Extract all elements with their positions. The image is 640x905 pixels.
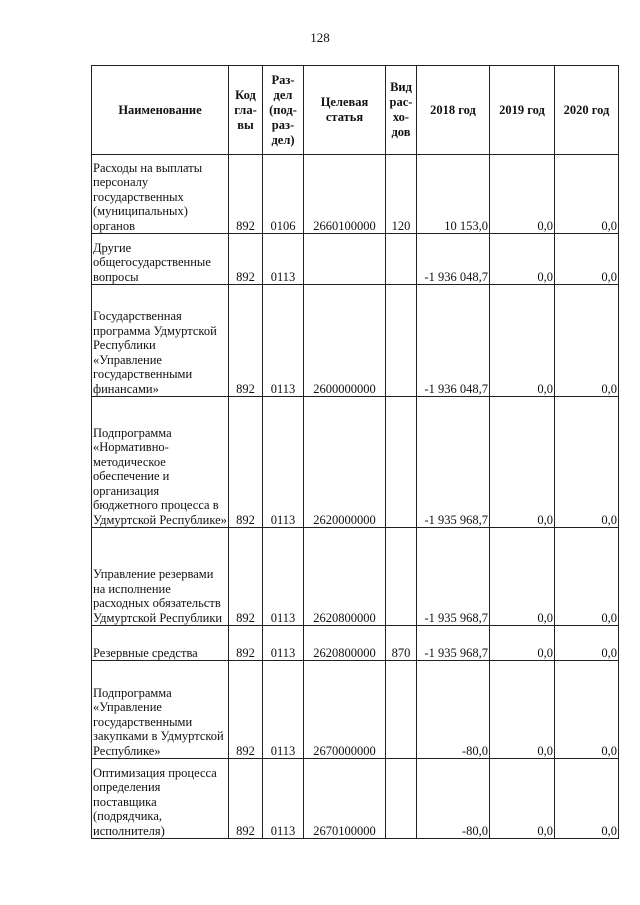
row-2018: -1 935 968,7 bbox=[417, 626, 490, 661]
row-2018: -80,0 bbox=[417, 759, 490, 839]
row-2018: -1 935 968,7 bbox=[417, 397, 490, 528]
row-name: Государственная программа Удмуртской Республики «Управление государственными финансами» bbox=[92, 285, 229, 397]
header-name: Наименование bbox=[92, 66, 229, 155]
row-target: 2660100000 bbox=[304, 155, 386, 234]
row-section: 0113 bbox=[263, 759, 304, 839]
table-row bbox=[92, 155, 619, 234]
row-2019: 0,0 bbox=[490, 626, 555, 661]
row-name: Резервные средства bbox=[92, 626, 229, 661]
row-code: 892 bbox=[229, 661, 263, 759]
row-2019: 0,0 bbox=[490, 397, 555, 528]
table-row bbox=[92, 397, 619, 528]
row-2020: 0,0 bbox=[555, 626, 619, 661]
row-2019: 0,0 bbox=[490, 234, 555, 285]
row-2019: 0,0 bbox=[490, 528, 555, 626]
row-name: Оптимизация процесса определения поставщика (подрядчика, исполнителя) bbox=[92, 759, 229, 839]
row-section: 0113 bbox=[263, 626, 304, 661]
row-2018: -1 936 048,7 bbox=[417, 234, 490, 285]
row-type bbox=[386, 234, 417, 285]
budget-table bbox=[91, 65, 619, 839]
header-code: Код гла- вы bbox=[229, 66, 263, 155]
row-target: 2670000000 bbox=[304, 661, 386, 759]
table-row bbox=[92, 285, 619, 397]
header-2019: 2019 год bbox=[490, 66, 555, 155]
row-section: 0113 bbox=[263, 661, 304, 759]
row-2019: 0,0 bbox=[490, 155, 555, 234]
header-section: Раз- дел (под- раз- дел) bbox=[263, 66, 304, 155]
row-code: 892 bbox=[229, 528, 263, 626]
row-target: 2620800000 bbox=[304, 528, 386, 626]
row-type: 120 bbox=[386, 155, 417, 234]
row-2020: 0,0 bbox=[555, 234, 619, 285]
row-target bbox=[304, 234, 386, 285]
row-code: 892 bbox=[229, 155, 263, 234]
table-row bbox=[92, 626, 619, 661]
row-code: 892 bbox=[229, 234, 263, 285]
row-2020: 0,0 bbox=[555, 155, 619, 234]
row-type bbox=[386, 759, 417, 839]
row-code: 892 bbox=[229, 626, 263, 661]
row-type bbox=[386, 285, 417, 397]
header-2020: 2020 год bbox=[555, 66, 619, 155]
header-target: Целевая статья bbox=[304, 66, 386, 155]
row-target: 2620000000 bbox=[304, 397, 386, 528]
row-2020: 0,0 bbox=[555, 528, 619, 626]
row-name: Другие общегосударственные вопросы bbox=[92, 234, 229, 285]
row-2018: -1 935 968,7 bbox=[417, 528, 490, 626]
row-section: 0113 bbox=[263, 397, 304, 528]
row-2020: 0,0 bbox=[555, 759, 619, 839]
row-target: 2620800000 bbox=[304, 626, 386, 661]
table-row bbox=[92, 759, 619, 839]
row-2018: 10 153,0 bbox=[417, 155, 490, 234]
header-2018: 2018 год bbox=[417, 66, 490, 155]
table-row bbox=[92, 528, 619, 626]
row-2018: -80,0 bbox=[417, 661, 490, 759]
row-section: 0113 bbox=[263, 234, 304, 285]
row-2019: 0,0 bbox=[490, 285, 555, 397]
table-row bbox=[92, 234, 619, 285]
row-name: Управление резервами на исполнение расходных обязательств Удмуртской Республики bbox=[92, 528, 229, 626]
row-section: 0113 bbox=[263, 528, 304, 626]
row-code: 892 bbox=[229, 397, 263, 528]
row-2020: 0,0 bbox=[555, 397, 619, 528]
page-number: 128 bbox=[310, 30, 330, 45]
row-2018: -1 936 048,7 bbox=[417, 285, 490, 397]
row-name: Расходы на выплаты персоналу государственных (муниципальных) органов bbox=[92, 155, 229, 234]
row-type bbox=[386, 397, 417, 528]
row-type bbox=[386, 528, 417, 626]
row-target: 2670100000 bbox=[304, 759, 386, 839]
header-row bbox=[92, 66, 619, 155]
header-type: Вид рас- хо- дов bbox=[386, 66, 417, 155]
row-code: 892 bbox=[229, 285, 263, 397]
row-2020: 0,0 bbox=[555, 285, 619, 397]
row-2019: 0,0 bbox=[490, 759, 555, 839]
row-2020: 0,0 bbox=[555, 661, 619, 759]
row-type bbox=[386, 661, 417, 759]
row-name: Подпрограмма «Нормативно- методическое обеспечение и организация бюджетного процесса в Удмуртской Республике» bbox=[92, 397, 229, 528]
row-2019: 0,0 bbox=[490, 661, 555, 759]
row-target: 2600000000 bbox=[304, 285, 386, 397]
row-name: Подпрограмма «Управление государственными закупками в Удмуртской Республике» bbox=[92, 661, 229, 759]
row-section: 0106 bbox=[263, 155, 304, 234]
row-section: 0113 bbox=[263, 285, 304, 397]
row-type: 870 bbox=[386, 626, 417, 661]
table-row bbox=[92, 661, 619, 759]
row-code: 892 bbox=[229, 759, 263, 839]
